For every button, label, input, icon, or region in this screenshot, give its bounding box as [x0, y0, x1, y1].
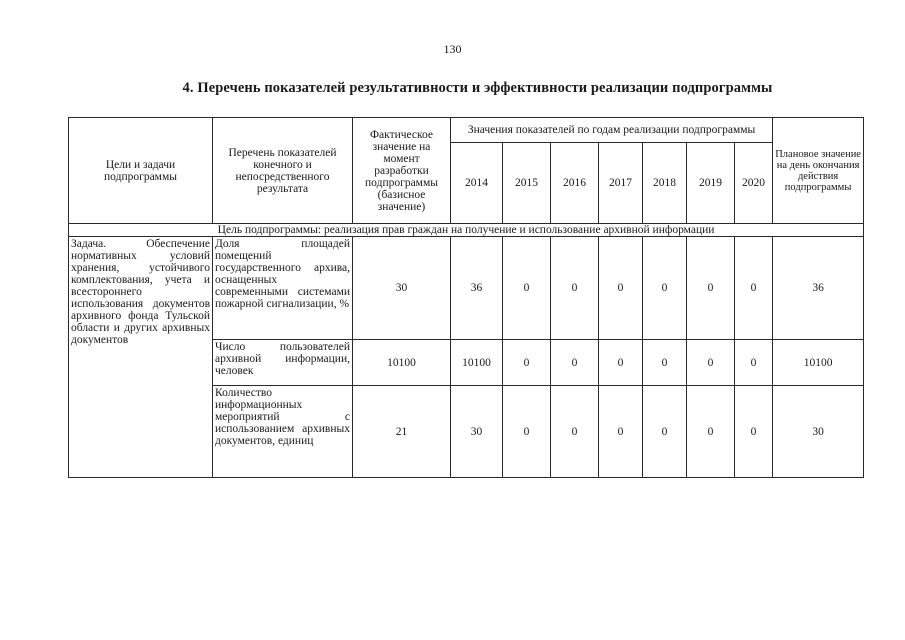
header-by-years: Значения показателей по годам реализации подпрограммы [451, 118, 773, 143]
planned-value: 36 [773, 237, 864, 340]
year-value: 36 [451, 237, 503, 340]
year-value: 0 [551, 340, 599, 386]
year-value: 0 [687, 237, 735, 340]
year-value: 10100 [451, 340, 503, 386]
goal-row: Цель подпрограммы: реализация прав граждан на получение и использование архивной информации [69, 224, 864, 237]
year-value: 0 [687, 340, 735, 386]
header-year: 2014 [451, 143, 503, 224]
header-goals: Цели и задачи подпрограммы [69, 118, 213, 224]
year-value: 0 [599, 237, 643, 340]
header-indicators: Перечень показателей конечного и непосредственного результата [213, 118, 353, 224]
section-title: 4. Перечень показателей результативности и эффективности реализации подпрограммы [182, 80, 773, 96]
indicator-name: Число пользователей архивной информации, человек [213, 340, 353, 386]
header-actual-value: Фактическое значение на момент разработки подпрограммы (базисное значение) [353, 118, 451, 224]
planned-value: 10100 [773, 340, 864, 386]
year-value: 0 [599, 386, 643, 478]
year-value: 0 [735, 237, 773, 340]
planned-value: 30 [773, 386, 864, 478]
year-value: 0 [599, 340, 643, 386]
year-value: 0 [643, 386, 687, 478]
page-number: 130 [443, 42, 462, 56]
year-value: 0 [551, 386, 599, 478]
base-value: 30 [353, 237, 451, 340]
header-year: 2016 [551, 143, 599, 224]
header-year: 2017 [599, 143, 643, 224]
year-value: 30 [451, 386, 503, 478]
year-value: 0 [643, 340, 687, 386]
year-value: 0 [687, 386, 735, 478]
year-value: 0 [503, 340, 551, 386]
indicator-name: Доля площадей помещений государственного архива, оснащенных современными системами пожарной сигнализации, % [213, 237, 353, 340]
base-value: 21 [353, 386, 451, 478]
task-cell: Задача. Обеспечение нормативных условий хранения, устойчивого комплектования, учета и всестороннего использования документов архивного фонда Тульской области и других архивных документов [69, 237, 213, 478]
header-year: 2018 [643, 143, 687, 224]
header-year: 2019 [687, 143, 735, 224]
year-value: 0 [735, 386, 773, 478]
header-planned-value: Плановое значение на день окончания действия подпрограммы [773, 118, 864, 224]
indicators-table [68, 117, 864, 478]
base-value: 10100 [353, 340, 451, 386]
year-value: 0 [503, 237, 551, 340]
indicator-name: Количество информационных мероприятий с использованием архивных документов, единиц [213, 386, 353, 478]
header-year: 2020 [735, 143, 773, 224]
year-value: 0 [643, 237, 687, 340]
header-year: 2015 [503, 143, 551, 224]
year-value: 0 [735, 340, 773, 386]
year-value: 0 [551, 237, 599, 340]
year-value: 0 [503, 386, 551, 478]
